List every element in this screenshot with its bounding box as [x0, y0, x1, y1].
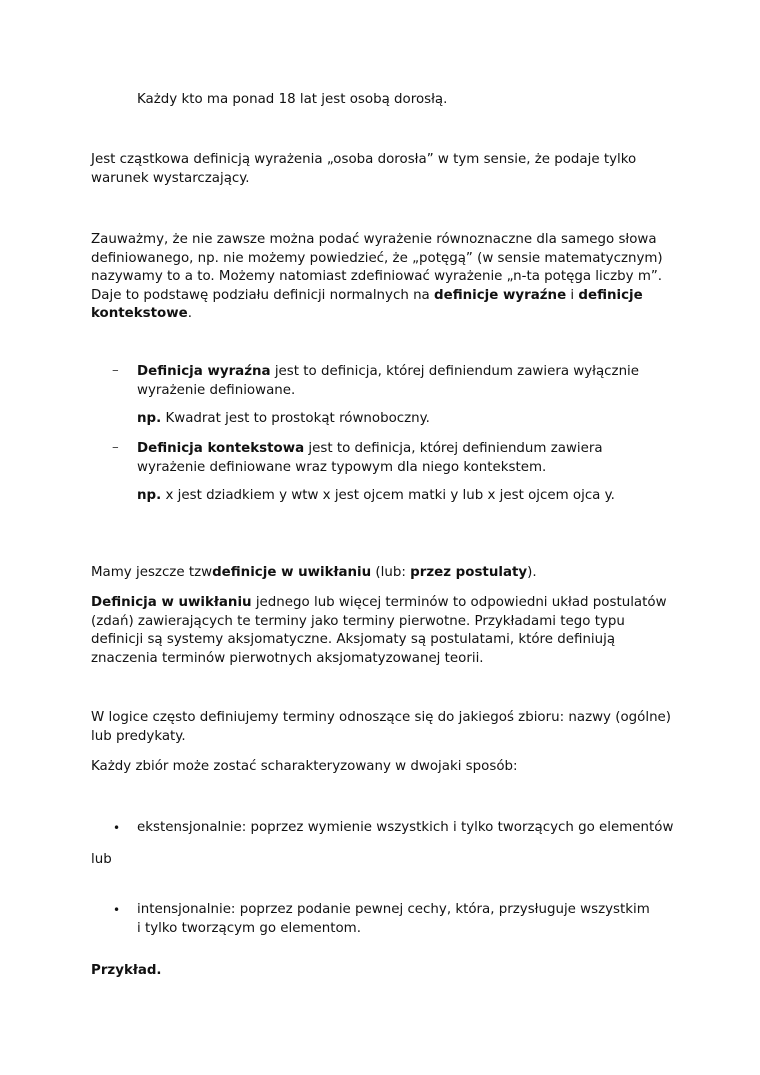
term-contextual-definitions: definicje kontekstowe [91, 287, 643, 321]
example-heading-text: Przykład. [91, 963, 162, 978]
paragraph-sets-in-logic: W logice często definiujemy terminy odnoszące się do jakiegoś zbioru: nazwy (ogólne) lub predykaty. [91, 710, 672, 744]
para2-text: Zauważmy, że nie zawsze można podać wyrażenie równoznaczne dla samego słowa definiowanego, np. nie możemy powiedzieć, że „potęgą” (w sensie matematycznym) nazywamy to a to. Możemy natomiast zdefiniować wyrażenie „n-ta potęga liczby m”. Daje to podstawę podziału definicji normalnych na [91, 232, 663, 303]
example-sentence: Każdy kto ma ponad 18 lat jest osobą dorosłą. [137, 92, 448, 107]
contextual-example-text: x jest dziadkiem y wtw x jest ojcem matki y lub x jest ojcem ojca y. [161, 488, 615, 503]
contextual-definition-term: Definicja kontekstowa [137, 441, 305, 456]
bullet-intensional: intensjonalnie: poprzez podanie pewnej cechy, która, przysługuje wszystkim i tylko tworzącym go elementom. [137, 902, 650, 936]
contextual-definition-text: jest to definicja, której definiendum zawiera wyrażenie definiowane wraz typowym dla niego kontekstem. [137, 441, 603, 475]
dash-marker: – [112, 440, 119, 455]
explicit-definition-text: jest to definicja, której definiendum zawiera wyłącznie wyrażenie definiowane. [137, 364, 640, 398]
para2-end: . [187, 306, 192, 321]
para3-end: ). [527, 565, 537, 580]
term-explicit-definitions: definicje wyraźne [434, 287, 567, 303]
explicit-definition-term: Definicja wyraźna [137, 364, 271, 379]
lub-connector: lub [91, 852, 112, 867]
bullet-marker: • [113, 821, 121, 835]
para2-mid: i [566, 287, 579, 303]
term-by-postulates: przez postulaty [410, 565, 528, 580]
bullet-extensional: ekstensjonalnie: poprzez wymienie wszystkich i tylko tworzących go elementów [137, 820, 674, 835]
paragraph-definition-division [91, 231, 671, 324]
contextual-definition-example [137, 487, 667, 506]
implicit-definition-term: Definicja w uwikłaniu [91, 595, 252, 610]
np-label: np. [137, 488, 162, 503]
np-label: np. [137, 411, 162, 426]
contextual-definition-item [137, 440, 667, 477]
bullet-marker: • [113, 903, 121, 917]
implicit-definition-text: jednego lub więcej terminów to odpowiedni układ postulatów (zdań) zawierających te terminy jako terminy pierwotne. Przykładami tego typu definicji są systemy aksjomatyczne. Aksjomaty są postulatami, które definiują znaczenia terminów pierwotnych aksjomatyzowanej teorii. [91, 595, 667, 666]
example-heading [91, 962, 671, 981]
para3-mid: (lub: [371, 565, 411, 580]
paragraph-implicit-definitions [91, 564, 671, 583]
paragraph-two-ways: Każdy zbiór może zostać scharakteryzowany w dwojaki sposób: [91, 759, 518, 774]
para3-pre: Mamy jeszcze tzw [91, 565, 213, 580]
term-implicit-definitions: definicje w uwikłaniu [212, 565, 372, 580]
explicit-definition-example [137, 410, 667, 429]
paragraph-implicit-definition-explained [91, 594, 671, 668]
paragraph-partial-definition: Jest cząstkowa definicją wyrażenia „osoba dorosła” w tym sensie, że podaje tylko warunek wystarczający. [91, 152, 637, 186]
dash-marker: – [112, 363, 119, 378]
explicit-definition-item [137, 363, 667, 400]
explicit-example-text: Kwadrat jest to prostokąt równoboczny. [161, 411, 430, 426]
